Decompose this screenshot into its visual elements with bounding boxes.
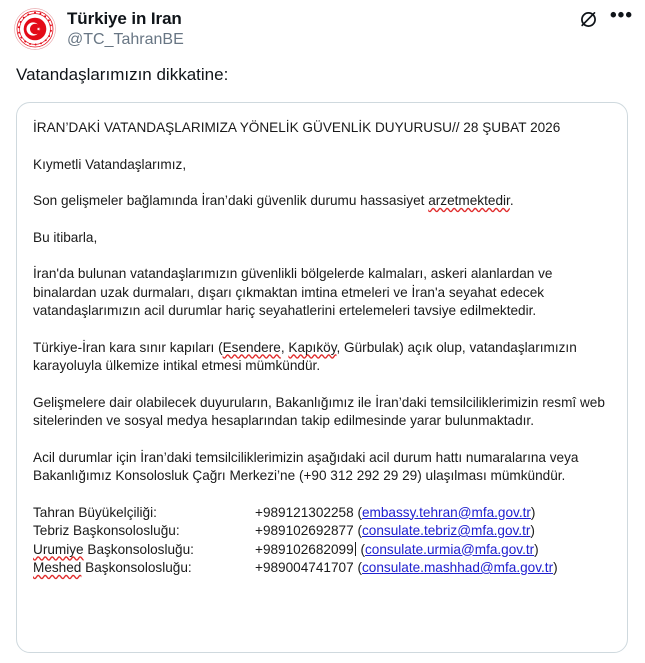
contact-phone: +989102682099 bbox=[255, 541, 354, 557]
paragraph-4-part-b: , bbox=[280, 339, 289, 355]
contact-label: Meshed Başkonsolosluğu: bbox=[33, 560, 192, 575]
text-caret bbox=[355, 542, 356, 556]
contact-row bbox=[33, 522, 611, 541]
more-options-button[interactable] bbox=[610, 5, 633, 28]
more-horizontal-icon: ••• bbox=[610, 5, 633, 26]
contact-email-link[interactable]: embassy.tehran@mfa.gov.tr bbox=[361, 504, 531, 520]
spellcheck-word-arzetmektedir: arzetmektedir bbox=[428, 193, 510, 208]
contact-value: +989102682099 (consulate.urmia@mfa.gov.tr) bbox=[255, 541, 539, 557]
paragraph-1-text-after: . bbox=[509, 193, 514, 208]
turkish-mfa-emblem-icon bbox=[14, 8, 56, 50]
display-name[interactable]: Türkiye in Iran bbox=[67, 9, 182, 28]
paragraph-4-part-a: Türkiye-İran kara sınır kapıları ( bbox=[33, 339, 223, 355]
avatar[interactable] bbox=[14, 8, 56, 50]
grok-button[interactable] bbox=[579, 10, 598, 29]
announcement-paragraph-4 bbox=[33, 339, 611, 376]
contact-phone: +989102692877 bbox=[255, 523, 354, 538]
spellcheck-word: Meshed bbox=[33, 560, 82, 575]
contact-email-link[interactable]: consulate.tebriz@mfa.gov.tr bbox=[361, 523, 531, 538]
header-actions bbox=[579, 5, 633, 29]
announcement-title bbox=[33, 119, 611, 138]
contact-value: +989102692877 (consulate.tebriz@mfa.gov.tr) bbox=[255, 523, 535, 538]
announcement-title-line1: İRAN’DAKİ VATANDAŞLARIMIZA YÖNELİK GÜVENLİK DUYURUSU// 28 ŞUBAT bbox=[33, 120, 527, 135]
contact-label: Tahran Büyükelçiliği: bbox=[33, 504, 157, 520]
announcement-paragraph-5: Gelişmelere dair olabilecek duyuruların, Bakanlığımız ile İran’daki temsilciliklerimizin resmî web sitelerinden ve sosyal medya hesaplarından takip edilmesinde yarar bulunmaktadır. bbox=[33, 394, 605, 428]
contact-label: Urumiye Başkonsolosluğu: bbox=[33, 541, 194, 557]
contact-label: Tebriz Başkonsolosluğu: bbox=[33, 523, 180, 538]
paragraph-4-part-c: , Gürbulak) açık olup, vatandaşlarımızın karayoluyla ülkemize intikal etmesi mümkündür. bbox=[33, 339, 577, 373]
account-handle[interactable]: @TC_TahranBE bbox=[67, 31, 184, 48]
grok-slashed-circle-icon bbox=[579, 10, 598, 29]
announcement-title-line2: 2026 bbox=[530, 120, 561, 135]
tweet-header bbox=[0, 0, 645, 50]
announcement-paragraph-1 bbox=[33, 192, 611, 211]
contact-email-link[interactable]: consulate.mashhad@mfa.gov.tr bbox=[361, 560, 554, 575]
spellcheck-word: Urumiye bbox=[33, 541, 84, 557]
contact-row bbox=[33, 559, 611, 578]
contact-phone: +989004741707 bbox=[255, 560, 354, 575]
contact-row bbox=[33, 504, 611, 523]
announcement-paragraph-2: Bu itibarla, bbox=[33, 229, 98, 245]
announcement-salutation: Kıymetli Vatandaşlarımız, bbox=[33, 156, 187, 172]
announcement-document bbox=[33, 119, 611, 578]
contact-row bbox=[33, 541, 611, 560]
announcement-card[interactable] bbox=[16, 102, 628, 653]
contact-email-link[interactable]: consulate.urmia@mfa.gov.tr bbox=[364, 541, 535, 557]
contact-value: +989121302258 (embassy.tehran@mfa.gov.tr) bbox=[255, 504, 536, 520]
announcement-paragraph-3: İran'da bulunan vatandaşlarımızın güvenlikli bölgelerde kalmaları, askeri alanlardan ve binalardan uzak durmaları, dışarı çıkmaktan imtina etmeleri ve İran'a seyahat edecek vatandaşlarımızın acil durumlar hariç seyahatlerini ertelemeleri tavsiye edilmektedir. bbox=[33, 266, 553, 318]
spellcheck-word-kapikoy: Kapıköy bbox=[288, 339, 337, 355]
contact-list bbox=[33, 504, 611, 578]
paragraph-1-text-before: Son gelişmeler bağlamında İran’daki güvenlik durumu hassasiyet bbox=[33, 193, 429, 208]
spellcheck-word-esendere: Esendere bbox=[222, 339, 281, 355]
contact-phone: +989121302258 bbox=[255, 504, 354, 520]
announcement-paragraph-6: Acil durumlar için İran’daki temsilciliklerimizin aşağıdaki acil durum hattı numaralarına veya Bakanlığımız Konsolosluk Çağrı Merkezi’ne (+90 312 292 29 29) ulaşılması mümkündür. bbox=[33, 449, 579, 483]
account-identity bbox=[67, 8, 184, 50]
contact-value: +989004741707 (consulate.mashhad@mfa.gov.tr) bbox=[255, 560, 558, 575]
tweet-text: Vatandaşlarımızın dikkatine: bbox=[16, 65, 229, 84]
